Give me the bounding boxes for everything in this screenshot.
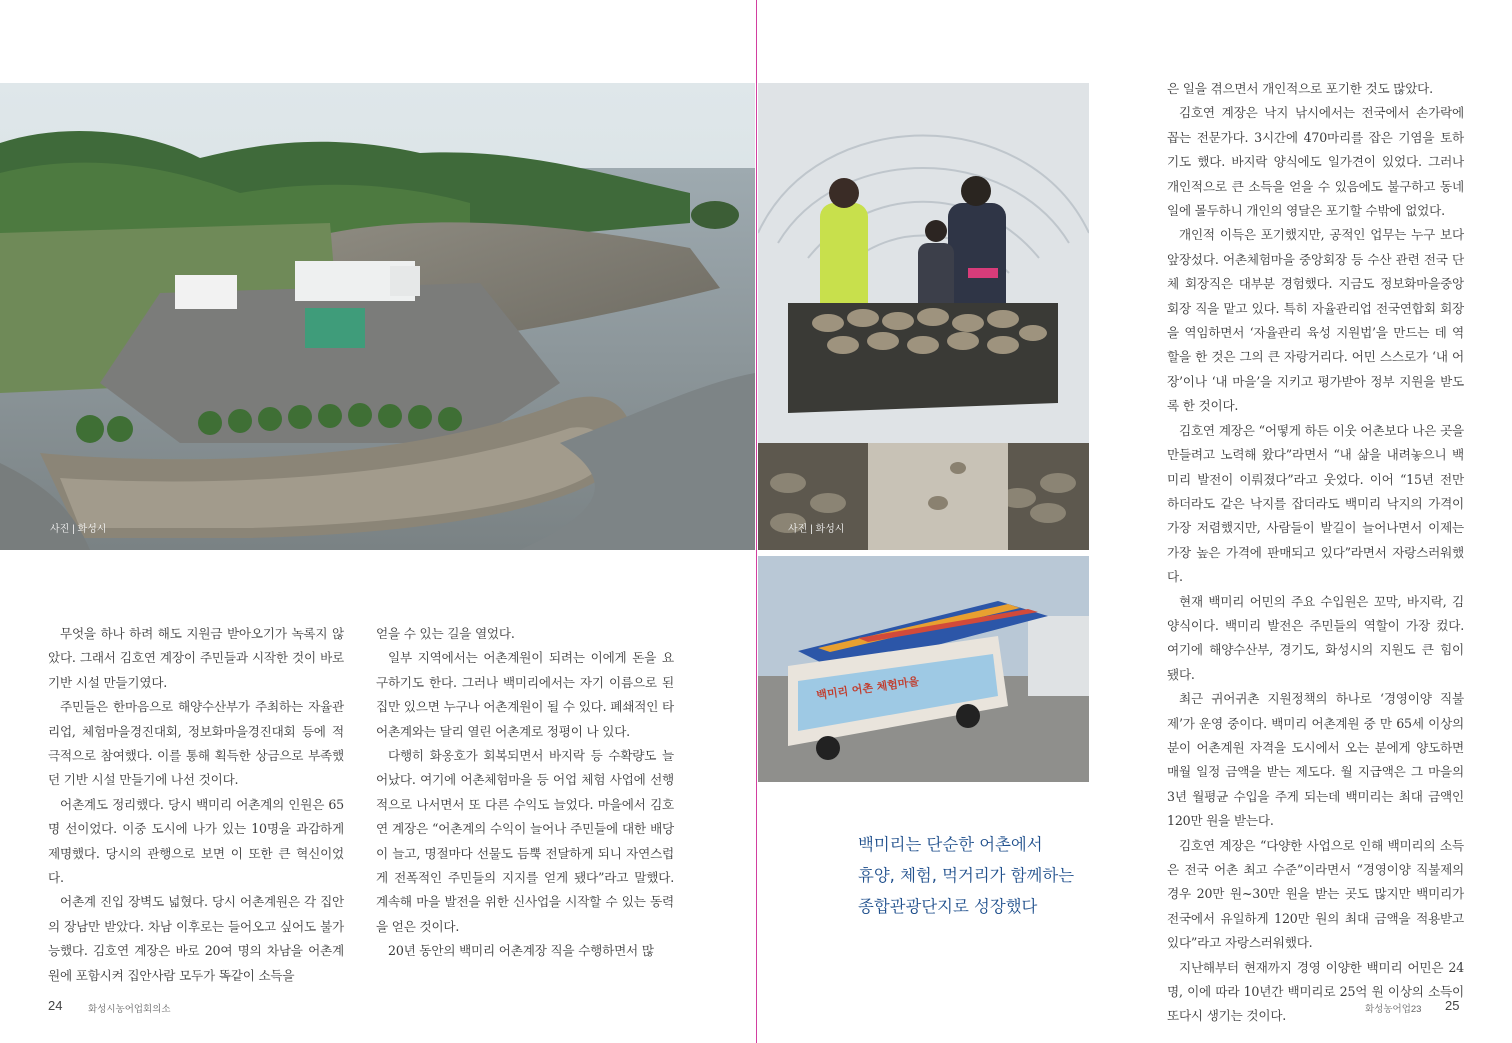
body-paragraph: 김호연 계장은 낙지 낚시에서는 전국에서 손가락에 꼽는 전문가다. 3시간에 470마리를 잡은 기염을 토하기도 했다. 바지락 양식에도 일가견이 있었다. 그러나 개인적으로 큰 소득을 얻을 수 있음에도 불구하고 동네 일에 몰두하니 개인의 영달은 포기할 수밖에 없었다. (1167, 105, 1464, 219)
bus-illustration (758, 556, 1089, 782)
experience-bus-photo (758, 556, 1089, 782)
pull-quote-line: 백미리는 단순한 어촌에서 (858, 835, 1043, 854)
body-paragraph: 무엇을 하나 하려 해도 지원금 받아오기가 녹록지 않았다. 그래서 김호연 계장이 주민들과 시작한 것이 바로 기반 시설 만들기였다. (48, 626, 344, 690)
left-column-1 (48, 622, 344, 988)
pull-quote (858, 829, 1098, 922)
body-paragraph: 일부 지역에서는 어촌계원이 되려는 이에게 돈을 요구하기도 한다. 그러나 백미리에서는 자기 이름으로 된 집만 있으면 누구나 어촌계원이 될 수 있다. 폐쇄적인 타 어촌계와는 달리 열린 어촌계로 정평이 나 있다. (376, 650, 674, 739)
body-paragraph: 지난해부터 현재까지 경영 이양한 백미리 어민은 24명, 이에 따라 10년간 백미리로 25억 원 이상의 소득이 또다시 생기는 것이다. (1167, 959, 1464, 1024)
body-paragraph: 현재 백미리 어민의 주요 수입원은 꼬막, 바지락, 김 양식이다. 백미리 발전은 주민들의 역할이 가장 컸다. 여기에 해양수산부, 경기도, 화성시의 지원도 큰 힘이 됐다. (1167, 593, 1464, 682)
left-column-2 (376, 622, 674, 964)
clam-photo-caption: 사진 | 화성시 (788, 524, 845, 535)
body-paragraph: 어촌계도 정리했다. 당시 백미리 어촌계의 인원은 65명 선이었다. 이중 도시에 나가 있는 10명을 과감하게 제명했다. 당시의 관행으로 보면 이 또한 큰 혁신이었다. (48, 796, 344, 886)
page-spine (756, 0, 757, 1043)
body-paragraph: 어촌계 진입 장벽도 넓혔다. 당시 어촌계원은 각 집안의 장남만 받았다. 차남 이후로는 들어오고 싶어도 불가능했다. 김호연 계장은 바로 20여 명의 차남을 어촌계원에 포함시켜 집안사람 모두가 똑같이 소득을 (48, 894, 344, 983)
left-page-number: 24 (48, 998, 63, 1013)
body-paragraph: 다행히 화옹호가 회복되면서 바지락 등 수확량도 늘어났다. 여기에 어촌체험마을 등 어업 체험 사업에 선행적으로 나서면서 또 다른 수익도 늘었다. 마을에서 김호연 계장은 “어촌계의 수익이 늘어나 주민들에 대한 배당이 늘고, 명절마다 선물도 듬뿍 전달하게 되니 자연스럽게 전폭적인 주민들의 지지를 얻게 됐다”라고 말했다. 계속해 마을 발전을 위한 신사업을 시작할 수 있는 동력을 얻은 것이다. (376, 748, 674, 934)
body-paragraph: 주민들은 한마음으로 해양수산부가 주최하는 자율관리업, 체험마을경진대회, 정보화마을경진대회 등에 적극적으로 참여했다. 이를 통해 획득한 상금으로 부족했던 기반 시설 만들기에 나선 것이다. (48, 699, 344, 788)
right-column (1167, 77, 1464, 1029)
pull-quote-line: 종합관광단지로 성장했다 (858, 897, 1038, 916)
body-paragraph: 은 일을 겪으면서 개인적으로 포기한 것도 많았다. (1167, 81, 1433, 96)
right-page-number: 25 (1445, 998, 1460, 1013)
clam-sorting-illustration (758, 83, 1089, 550)
bus-sign-text: 백미리 어촌 체험마을 (815, 674, 920, 703)
body-paragraph: 최근 귀어귀촌 지원정책의 하나로 ‘경영이양 직불제’가 운영 중이다. 백미리 어촌계원 중 만 65세 이상의 분이 어촌계원 자격을 도시에서 오는 분에게 양도하면 매월 일정 금액을 받는 제도다. 월 지급액은 그 마을의 3년 월평균 수입을 주게 되는데 백미리는 최대 금액인 120만 원을 받는다. (1167, 691, 1464, 829)
body-paragraph: 김호연 계장은 “다양한 사업으로 인해 백미리의 소득은 전국 어촌 최고 수준”이라면서 “경영이양 직불제의 경우 20만 원~30만 원을 받는 곳도 많지만 백미리가 전국에서 유일하게 120만 원의 최대 금액을 적용받고 있다”라고 자랑스러워했다. (1167, 837, 1464, 951)
left-running-head: 화성시농어업회의소 (88, 1004, 171, 1015)
pull-quote-line: 휴양, 체험, 먹거리가 함께하는 (858, 866, 1075, 885)
body-paragraph: 얻을 수 있는 길을 열었다. (376, 626, 515, 641)
aerial-photo (0, 83, 755, 550)
clam-sorting-photo (758, 83, 1089, 550)
body-paragraph: 20년 동안의 백미리 어촌계장 직을 수행하면서 많 (388, 943, 654, 959)
aerial-photo-illustration (0, 83, 755, 550)
aerial-photo-caption: 사진 | 화성시 (50, 524, 107, 535)
right-running-head: 화성농어업23 (1365, 1004, 1422, 1015)
body-paragraph: 김호연 계장은 “어떻게 하든 이웃 어촌보다 나은 곳을 만들려고 노력해 왔다”라면서 “내 삶을 내려놓으니 백미리 발전이 이뤄졌다”라고 웃었다. 이어 “15년 전만 하더라도 같은 낙지를 잡더라도 백미리 낙지의 가격이 가장 저렴했지만, 사람들이 발길이 늘어나면서 이제는 가장 높은 가격에 판매되고 있다”라면서 자랑스러워했다. (1167, 422, 1464, 585)
body-paragraph: 개인적 이득은 포기했지만, 공적인 업무는 누구 보다 앞장섰다. 어촌체험마을 중앙회장 등 수산 관련 전국 단체 회장직은 대부분 경험했다. 지금도 정보화마을중앙회장 직을 맡고 있다. 특히 자율관리업 전국연합회 회장을 역임하면서 ‘자율관리 육성 지원법’을 만드는 데 역할을 한 것은 그의 큰 자랑거리다. 어민 스스로가 ‘내 어장’이나 ‘내 마을’을 지키고 평가받아 정부 지원을 받도록 한 것이다. (1167, 227, 1464, 414)
